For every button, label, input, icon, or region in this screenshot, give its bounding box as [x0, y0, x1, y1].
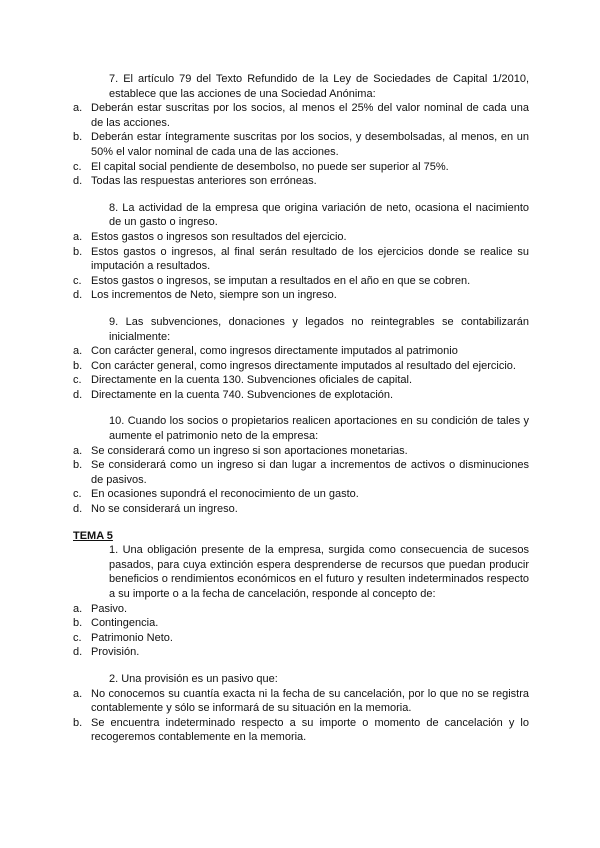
option-d: d. Provisión. — [73, 646, 140, 659]
option-a: a. Pasivo. — [73, 602, 128, 615]
option-c: c. Estos gastos o ingresos, se imputan a resultados en el año en que se cobren. — [73, 274, 471, 287]
option-d: d. Los incrementos de Neto, siempre son un ingreso. — [73, 289, 337, 302]
question-stem: 8. La actividad de la empresa que origina variación de neto, ocasiona el nacimiento de un gasto o ingreso. — [109, 201, 529, 229]
question-8 — [73, 201, 529, 303]
option-list — [73, 101, 529, 189]
tema5-question-2 — [73, 672, 529, 745]
option-b: b. Contingencia. — [73, 617, 159, 630]
option-a: a. Deberán estar suscritas por los socios, al menos el 25% del valor nominal de cada una de las acciones. — [73, 102, 529, 129]
question-stem: 7. El artículo 79 del Texto Refundido de la Ley de Sociedades de Capital 1/2010, establece que las acciones de una Sociedad Anónima: — [109, 73, 529, 100]
option-a: a. Se considerará como un ingreso si son aportaciones monetarias. — [73, 444, 408, 457]
option-d: d. Todas las respuestas anteriores son erróneas. — [73, 175, 317, 188]
option-a: a. No conocemos su cuantía exacta ni la fecha de su cancelación, por lo que no se registra contablemente y sólo se informará de su situación en la memoria. — [73, 687, 529, 715]
option-list — [73, 602, 529, 660]
question-7 — [73, 72, 529, 189]
option-c: c. Patrimonio Neto. — [73, 631, 173, 644]
option-b: b. Estos gastos o ingresos, al final serán resultado de los ejercicios donde se realice su imputación a resultados. — [73, 245, 529, 273]
option-list — [73, 444, 529, 517]
option-b: b. Se encuentra indeterminado respecto a su importe o momento de cancelación y lo recogeremos contablemente en la memoria. — [73, 716, 529, 744]
option-c: c. Directamente en la cuenta 130. Subvenciones oficiales de capital. — [73, 374, 413, 387]
option-a: a. Estos gastos o ingresos son resultados del ejercicio. — [73, 230, 347, 243]
option-b: b. Con carácter general, como ingresos directamente imputados al resultado del ejercicio. — [73, 359, 516, 372]
question-10 — [73, 414, 529, 516]
question-9 — [73, 315, 529, 403]
document-body — [73, 72, 529, 757]
option-d: d. No se considerará un ingreso. — [73, 503, 238, 516]
option-c: c. En ocasiones supondrá el reconocimiento de un gasto. — [73, 488, 359, 501]
option-c: c. El capital social pendiente de desembolso, no puede ser superior al 75%. — [73, 160, 449, 173]
option-list — [73, 687, 529, 745]
option-d: d. Directamente en la cuenta 740. Subvenciones de explotación. — [73, 388, 394, 401]
tema5-question-1 — [73, 543, 529, 660]
option-list — [73, 230, 529, 303]
question-stem: 9. Las subvenciones, donaciones y legados no reintegrables se contabilizarán inicialmente: — [109, 315, 529, 343]
section-title: TEMA 5 — [73, 529, 113, 542]
option-b: b. Deberán estar íntegramente suscritas por los socios, y desembolsadas, al menos, en un 50% el valor nominal de cada una de las acciones. — [73, 131, 529, 158]
question-stem: 10. Cuando los socios o propietarios realicen aportaciones en su condición de tales y aumente el patrimonio neto de la empresa: — [109, 415, 529, 443]
option-list — [73, 344, 529, 402]
question-stem: 1. Una obligación presente de la empresa, surgida como consecuencia de sucesos pasados, para cuya extinción espera desprenderse de recursos que puedan producir beneficios o rendimientos económicos en el futuro y resulten indeterminados respecto a su importe o a la fecha de cancelación, responde al concepto de: — [109, 544, 529, 600]
option-a: a. Con carácter general, como ingresos directamente imputados al patrimonio — [73, 345, 458, 358]
option-b: b. Se considerará como un ingreso si dan lugar a incrementos de activos o disminuciones de pasivos. — [73, 459, 529, 486]
question-stem: 2. Una provisión es un pasivo que: — [109, 672, 278, 685]
